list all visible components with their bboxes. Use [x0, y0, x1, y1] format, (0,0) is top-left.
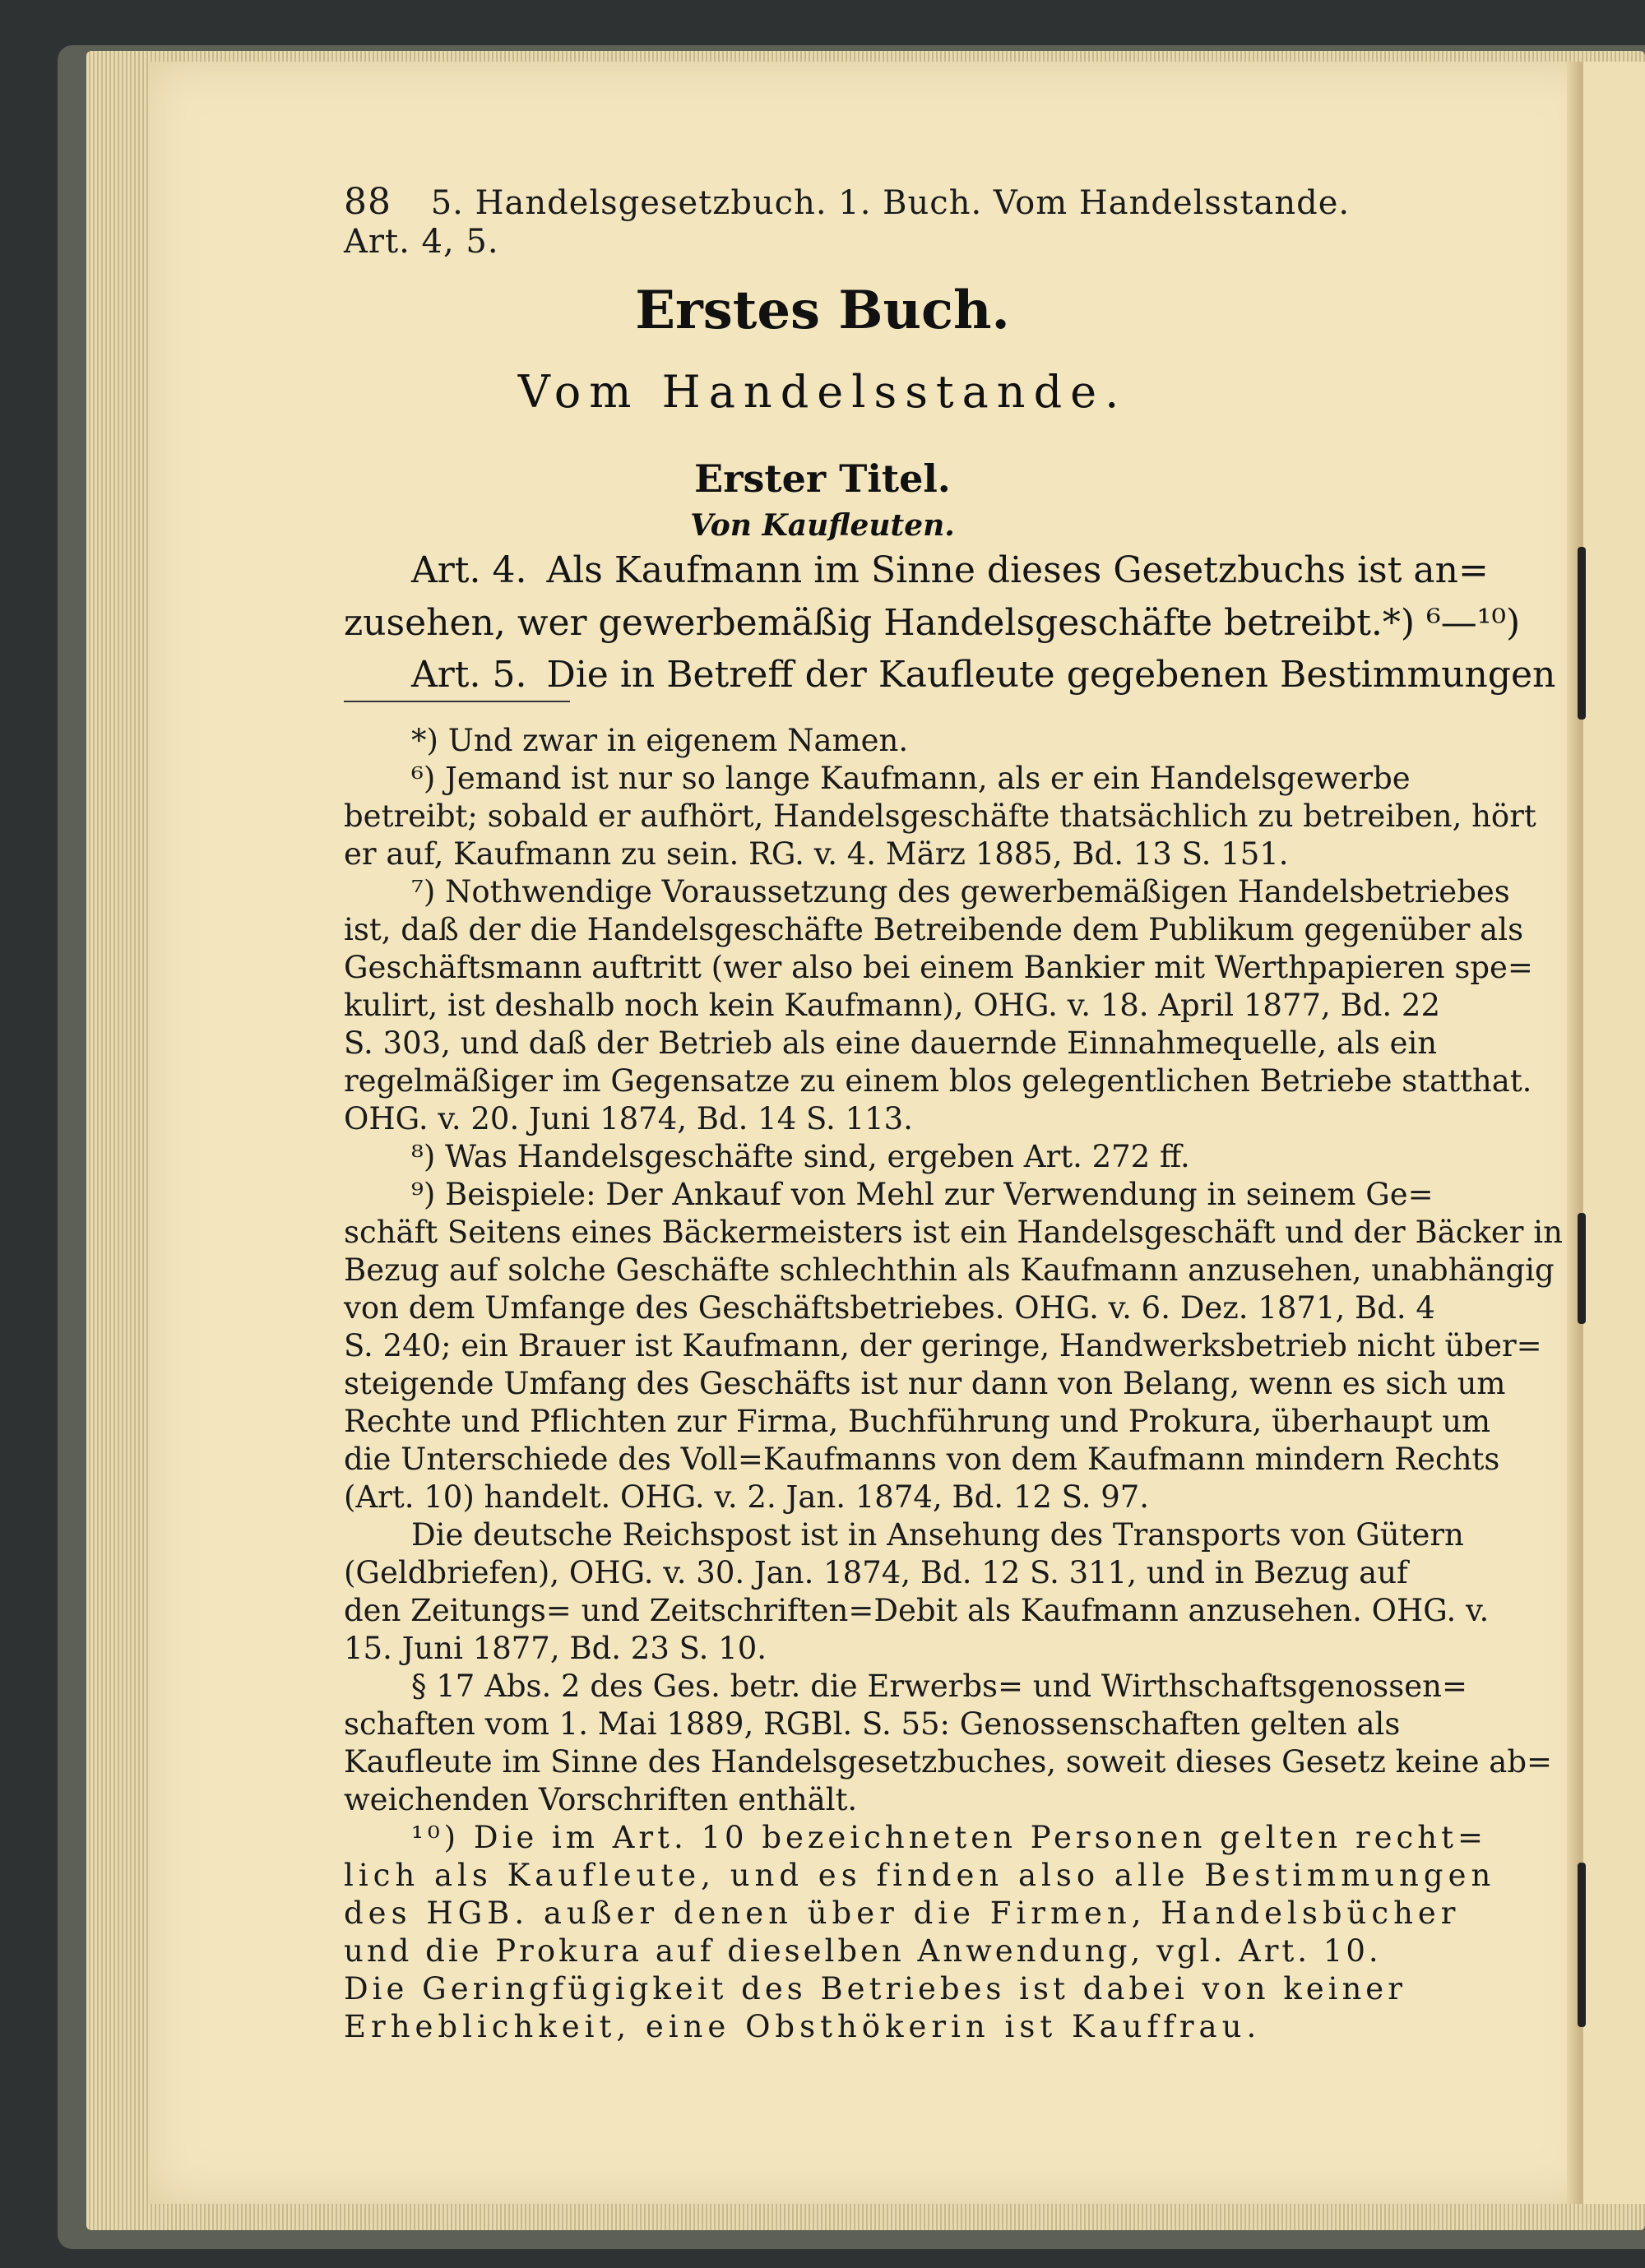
footnote-line: ⁷) Nothwendige Voraussetzung des gewerbemäßigen Handelsbetriebes [411, 874, 1510, 910]
footnote-line: Erheblichkeit, eine Obsthökerin ist Kauffrau. [344, 2009, 1262, 2044]
footnote-line: Rechte und Pflichten zur Firma, Buchführung und Prokura, überhaupt um [344, 1404, 1491, 1439]
footnote-line: schaften vom 1. Mai 1889, RGBl. S. 55: Genossenschaften gelten als [344, 1706, 1401, 1742]
article-5-label: Art. 5. [411, 654, 527, 696]
article-4-line-2: zusehen, wer gewerbemäßig Handelsgeschäfte betreibt.*) ⁶—¹⁰) [344, 602, 1521, 644]
footnote-line: die Unterschiede des Voll=Kaufmanns von dem Kaufmann mindern Rechts [344, 1442, 1500, 1477]
footnote-line: weichenden Vorschriften enthält. [344, 1782, 858, 1817]
page-clip [1578, 547, 1586, 720]
footnote-rule [344, 701, 570, 702]
page-number: 88 [344, 181, 392, 223]
footnote-line: (Art. 10) handelt. OHG. v. 2. Jan. 1874, Bd. 12 S. 97. [344, 1479, 1150, 1515]
article-4-text: Als Kaufmann im Sinne dieses Gesetzbuchs ist an= [546, 549, 1489, 591]
footnote-line: ⁶) Jemand ist nur so lange Kaufmann, als er ein Handelsgewerbe [411, 761, 1411, 796]
footnote-line: *) Und zwar in eigenem Namen. [411, 723, 909, 758]
book-heading: Erstes Buch. [635, 280, 1010, 341]
footnote-line: Geschäftsmann auftritt (wer also bei einem Bankier mit Werthpapieren spe= [344, 950, 1533, 985]
footnote-line: Kaufleute im Sinne des Handelsgesetzbuches, soweit dieses Gesetz keine ab= [344, 1744, 1553, 1780]
footnote-line: S. 303, und daß der Betrieb als eine dauernde Einnahmequelle, als ein [344, 1025, 1438, 1061]
title-subheading: Von Kaufleuten. [690, 508, 955, 543]
footnote-line: betreibt; sobald er aufhört, Handelsgeschäfte thatsächlich zu betreiben, hört [344, 798, 1536, 834]
book-subheading: Vom Handelsstande. [517, 366, 1128, 418]
article-4-label: Art. 4. [411, 549, 527, 591]
footnote-line: des HGB. außer denen über die Firmen, Handelsbücher [344, 1895, 1461, 1931]
footnote-line: ist, daß der die Handelsgeschäfte Betreibende dem Publikum gegenüber als [344, 912, 1524, 947]
footnote-line: § 17 Abs. 2 des Ges. betr. die Erwerbs= und Wirthschaftsgenossen= [411, 1669, 1468, 1704]
footnote-line: kulirt, ist deshalb noch kein Kaufmann), OHG. v. 18. April 1877, Bd. 22 [344, 988, 1441, 1023]
footnote-line: S. 240; ein Brauer ist Kaufmann, der geringe, Handwerksbetrieb nicht über= [344, 1328, 1542, 1363]
title-heading: Erster Titel. [694, 456, 951, 501]
footnote-line: lich als Kaufleute, und es finden also alle Bestimmungen [344, 1858, 1496, 1893]
footnote-line: von dem Umfange des Geschäftsbetriebes. OHG. v. 6. Dez. 1871, Bd. 4 [344, 1290, 1435, 1326]
running-title: 5. Handelsgesetzbuch. 1. Buch. Vom Handelsstande. Art. 4, 5. [344, 184, 1351, 261]
article-5-line-1 [411, 654, 1555, 696]
footnote-line: Die deutsche Reichspost ist in Ansehung des Transports von Gütern [411, 1517, 1464, 1553]
footnote-line: schäft Seitens eines Bäckermeisters ist ein Handelsgeschäft und der Bäcker in [344, 1215, 1563, 1250]
footnote-line: Die Geringfügigkeit des Betriebes ist dabei von keiner [344, 1971, 1406, 2006]
footnote-line: den Zeitungs= und Zeitschriften=Debit als Kaufmann anzusehen. OHG. v. [344, 1593, 1490, 1628]
page-clip [1578, 1863, 1586, 2027]
footnote-line: ¹⁰) Die im Art. 10 bezeichneten Personen gelten recht= [411, 1820, 1487, 1855]
running-header [344, 181, 1413, 261]
footnote-line: Bezug auf solche Geschäfte schlechthin als Kaufmann anzusehen, unabhängig [344, 1252, 1555, 1288]
footnote-line: 15. Juni 1877, Bd. 23 S. 10. [344, 1631, 767, 1666]
footnote-line: ⁹) Beispiele: Der Ankauf von Mehl zur Verwendung in seinem Ge= [411, 1177, 1434, 1212]
article-4-line-1 [411, 549, 1489, 591]
page-clip [1578, 1213, 1586, 1324]
footnote-line: und die Prokura auf dieselben Anwendung, vgl. Art. 10. [344, 1933, 1382, 1969]
footnote-line: OHG. v. 20. Juni 1874, Bd. 14 S. 113. [344, 1101, 913, 1136]
footnote-line: regelmäßiger im Gegensatze zu einem blos gelegentlichen Betriebe statthat. [344, 1063, 1532, 1099]
footnote-line: steigende Umfang des Geschäfts ist nur dann von Belang, wenn es sich um [344, 1366, 1506, 1401]
footnote-line: ⁸) Was Handelsgeschäfte sind, ergeben Art. 272 ff. [411, 1139, 1190, 1174]
footnote-line: er auf, Kaufmann zu sein. RG. v. 4. März 1885, Bd. 13 S. 151. [344, 836, 1289, 872]
article-5-text: Die in Betreff der Kaufleute gegebenen Bestimmungen [546, 654, 1556, 696]
footnote-line: (Geldbriefen), OHG. v. 30. Jan. 1874, Bd. 12 S. 311, und in Bezug auf [344, 1555, 1408, 1590]
